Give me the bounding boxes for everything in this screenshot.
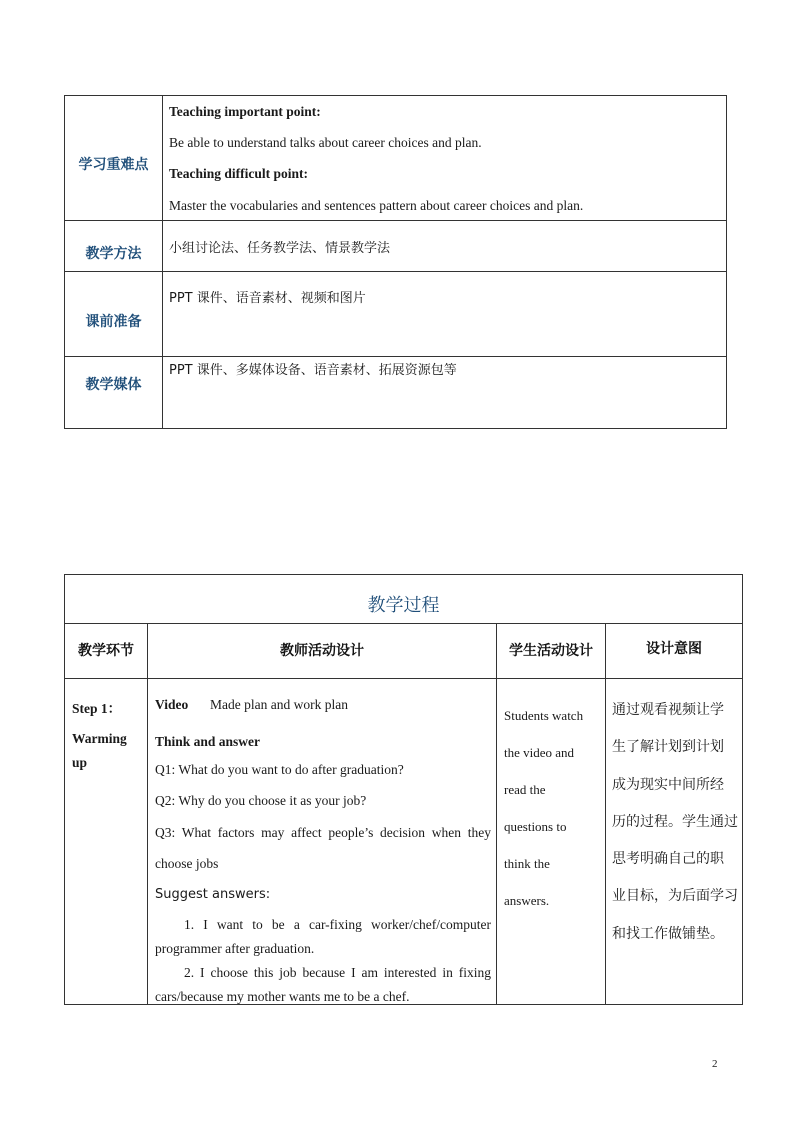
difficult-point-text: Master the vocabularies and sentences pattern about career choices and plan.	[169, 198, 584, 213]
student-line-2: the video and	[504, 745, 575, 760]
method-text: 小组讨论法、任务教学法、情景教学法	[169, 241, 391, 256]
preparation-text: PPT 课件、语音素材、视频和图片	[169, 291, 366, 306]
difficult-point-heading: Teaching difficult point:	[169, 166, 309, 181]
header-student-activity: 学生活动设计	[509, 643, 593, 659]
answer-2-line1: 2. I choose this job because I am interested in fixing	[184, 965, 491, 980]
suggest-answers-label: Suggest answers:	[155, 887, 271, 902]
header-design-intent: 设计意图	[646, 641, 702, 657]
answer-2-line2: cars/because my mother wants me to be a chef.	[155, 989, 410, 1004]
student-line-1: Students watch	[504, 708, 584, 723]
intent-line-4: 历的过程。学生通过	[612, 813, 738, 830]
intent-line-3: 成为现实中间所经	[612, 776, 724, 793]
header-teacher-activity: 教师活动设计	[280, 643, 364, 659]
step-number: Step 1：	[72, 701, 122, 716]
step-name-line1: Warming	[72, 731, 127, 746]
important-point-text: Be able to understand talks about career choices and plan.	[169, 135, 482, 150]
student-line-4: questions to	[504, 819, 567, 834]
step-name-line2: up	[72, 755, 88, 770]
method-label: 教学方法	[85, 246, 142, 262]
question-3-line2: choose jobs	[155, 856, 219, 871]
key-points-label: 学习重难点	[78, 157, 149, 173]
media-label: 教学媒体	[85, 377, 142, 393]
design-intent	[612, 692, 738, 953]
answer-1-line2: programmer after graduation.	[155, 941, 315, 956]
video-title: Made plan and work plan	[210, 697, 348, 712]
student-line-6: answers.	[504, 893, 550, 908]
intent-line-1: 通过观看视频让学	[612, 702, 724, 718]
video-label: Video	[155, 697, 189, 712]
intent-line-7: 和找工作做铺垫。	[612, 925, 724, 942]
page-number: 2	[712, 1058, 718, 1070]
question-1: Q1: What do you want to do after graduation?	[155, 762, 404, 777]
student-activity	[504, 697, 583, 919]
header-stage: 教学环节	[78, 643, 134, 659]
preparation-label: 课前准备	[85, 314, 142, 330]
media-text: PPT 课件、多媒体设备、语音素材、拓展资源包等	[169, 363, 457, 378]
intent-line-5: 思考明确自己的职	[612, 851, 724, 868]
student-line-3: read the	[504, 782, 546, 797]
answer-1-line1: 1. I want to be a car-fixing worker/chef/computer	[184, 917, 491, 932]
think-answer-heading: Think and answer	[155, 734, 261, 749]
question-3-line1: Q3: What factors may affect people’s decision when they	[155, 825, 491, 840]
question-2: Q2: Why do you choose it as your job?	[155, 793, 367, 808]
intent-line-2: 生了解计划到计划	[612, 739, 724, 756]
intent-line-6: 业目标，为后面学习	[612, 888, 738, 905]
student-line-5: think the	[504, 856, 550, 871]
process-title: 教学过程	[367, 595, 440, 616]
important-point-heading: Teaching important point:	[169, 104, 321, 119]
